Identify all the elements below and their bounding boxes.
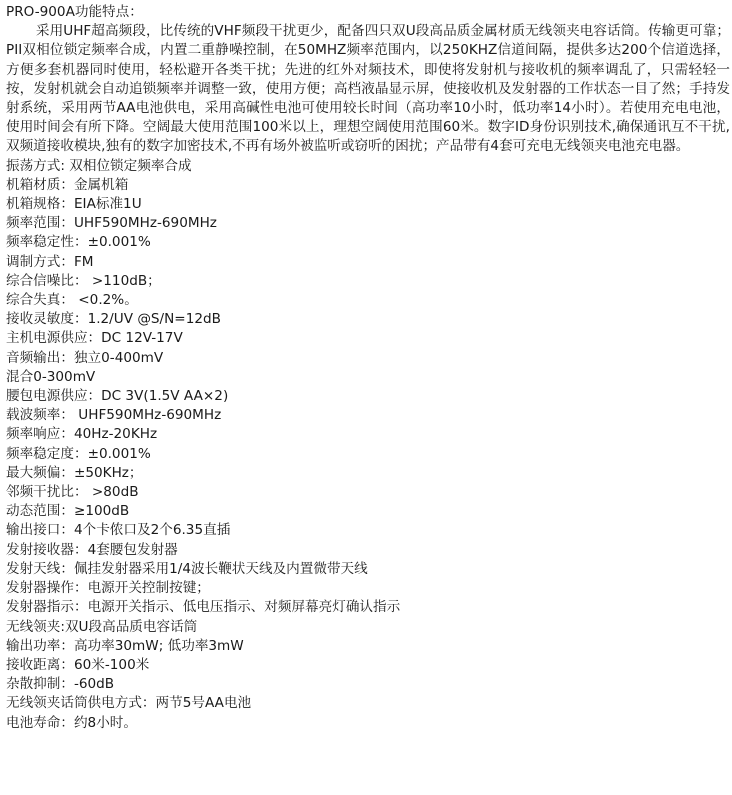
spec-value: ±0.001%	[87, 234, 151, 251]
spec-row	[6, 483, 730, 502]
spec-row	[6, 541, 730, 560]
spec-key: 动态范围：	[6, 503, 74, 520]
spec-key: 混合	[6, 368, 34, 385]
spec-key: 载波频率：	[6, 407, 74, 424]
spec-value: 独立0-400mV	[73, 349, 164, 366]
spec-row	[6, 714, 730, 733]
spec-key: 综合信噪比：	[6, 272, 88, 289]
spec-value: DC 12V-17V	[101, 330, 183, 347]
spec-key: 无线领夹:	[6, 618, 65, 635]
spec-value: ≥100dB	[73, 503, 130, 520]
spec-value: EIA标准1U	[73, 196, 142, 213]
spec-key: 综合失真：	[6, 292, 74, 309]
spec-value: FM	[73, 253, 94, 270]
spec-key: 发射器指示：	[6, 599, 88, 616]
spec-row	[6, 253, 730, 272]
spec-key: 电池寿命：	[6, 714, 74, 731]
spec-row	[6, 195, 730, 214]
spec-value: 40Hz-20KHz	[73, 426, 158, 443]
spec-key: 无线领夹话筒供电方式：	[6, 695, 156, 712]
spec-row	[6, 406, 730, 425]
spec-key: 输出接口：	[6, 522, 74, 539]
spec-value: 高功率30mW; 低功率3mW	[73, 637, 244, 654]
spec-row	[6, 272, 730, 291]
spec-value: UHF590MHz-690MHz	[73, 407, 222, 424]
spec-value: DC 3V(1.5V AA×2)	[101, 388, 229, 405]
spec-row	[6, 445, 730, 464]
spec-row	[6, 176, 730, 195]
spec-key: 频率稳定性：	[6, 234, 88, 251]
spec-row	[6, 579, 730, 598]
spec-row	[6, 425, 730, 444]
spec-value: 电源开关控制按键；	[87, 580, 210, 597]
spec-row	[6, 560, 730, 579]
spec-key: 发射接收器：	[6, 541, 88, 558]
spec-row	[6, 656, 730, 675]
spec-value: -60dB	[73, 676, 115, 693]
spec-key: 输出功率：	[6, 637, 74, 654]
spec-key: 频率稳定度：	[6, 445, 88, 462]
spec-key: 发射天线：	[6, 560, 74, 577]
spec-row	[6, 618, 730, 637]
spec-value: 4套腰包发射器	[87, 541, 178, 558]
spec-row	[6, 387, 730, 406]
spec-value: 1.2/UV @S/N=12dB	[87, 311, 221, 328]
spec-key: 腰包电源供应：	[6, 388, 102, 405]
spec-value: ±0.001%	[87, 445, 151, 462]
spec-value: >80dB	[87, 484, 139, 501]
spec-value: 双U段高品质电容话筒	[64, 618, 198, 635]
spec-row	[6, 310, 730, 329]
spec-value: 约8小时。	[73, 714, 137, 731]
spec-row	[6, 329, 730, 348]
spec-key: 邻频干扰比：	[6, 484, 88, 501]
spec-value: UHF590MHz-690MHz	[73, 215, 217, 232]
spec-row	[6, 694, 730, 713]
spec-key: 机箱材质：	[6, 176, 74, 193]
spec-row	[6, 291, 730, 310]
spec-row	[6, 598, 730, 617]
spec-key: 频率范围：	[6, 215, 74, 232]
spec-row	[6, 214, 730, 233]
spec-value: 双相位锁定频率合成	[69, 157, 192, 174]
spec-row	[6, 502, 730, 521]
spec-value: 两节5号AA电池	[155, 695, 252, 712]
spec-key: 主机电源供应：	[6, 330, 102, 347]
spec-row	[6, 637, 730, 656]
spec-key: 音频输出：	[6, 349, 74, 366]
spec-value: 佩挂发射器采用1/4波长鞭状天线及内置微带天线	[73, 560, 368, 577]
doc-title: PRO-900A功能特点：	[6, 4, 143, 20]
spec-value: 60米-100米	[73, 656, 150, 673]
spec-value: <0.2%。	[73, 292, 138, 309]
intro-paragraph: 采用UHF超高频段，比传统的VHF频段干扰更少，配备四只双U段高品质金属材质无线领夹电容话筒。传输更可靠；PII双相位锁定频率合成，内置二重静噪控制，在50MHZ频率范围内，以250KHZ信道间隔，提供多达200个信道选择，方便多套机器同时使用，轻松避开各类干扰；先进的红外对频技术，即使将发射机与接收机的频率调乱了，只需轻轻一按，发射机就会自动追锁频率并调整一致，使用方便；高档液晶显示屏，使接收机及发射器的工作状态一目了然；手持发射系统，采用两节AA电池供电，采用高碱性电池可使用较长时间（高功率10小时，低功率14小时）。若使用充电电池，使用时间会有所下降。空阔最大使用范围100米以上，理想空阔使用范围60米。数字ID身份识别技术,确保通讯互不干扰,双频道接收模块,独有的数字加密技术,不再有场外被监听或窃听的困扰；产品带有4套可充电无线领夹电池充电器。	[6, 23, 730, 155]
spec-row	[6, 349, 730, 368]
spec-key: 调制方式：	[6, 253, 74, 270]
spec-row	[6, 464, 730, 483]
spec-row	[6, 675, 730, 694]
spec-value: 金属机箱	[73, 176, 129, 193]
spec-key: 振荡方式:	[6, 157, 70, 174]
spec-key: 机箱规格：	[6, 196, 74, 213]
spec-row	[6, 157, 730, 176]
spec-row	[6, 233, 730, 252]
spec-list	[6, 157, 730, 733]
spec-value: 0-300mV	[33, 368, 96, 385]
spec-key: 频率响应：	[6, 426, 74, 443]
spec-key: 接收灵敏度：	[6, 311, 88, 328]
spec-row	[6, 521, 730, 540]
spec-row	[6, 368, 730, 387]
spec-value: 4个卡侬口及2个6.35直插	[73, 522, 231, 539]
spec-key: 最大频偏：	[6, 464, 74, 481]
spec-key: 发射器操作：	[6, 580, 88, 597]
spec-value: ±50KHz；	[73, 464, 143, 481]
spec-key: 杂散抑制：	[6, 676, 74, 693]
spec-value: >110dB；	[87, 272, 161, 289]
spec-value: 电源开关指示、低电压指示、对频屏幕亮灯确认指示	[87, 599, 401, 616]
spec-key: 接收距离：	[6, 656, 74, 673]
